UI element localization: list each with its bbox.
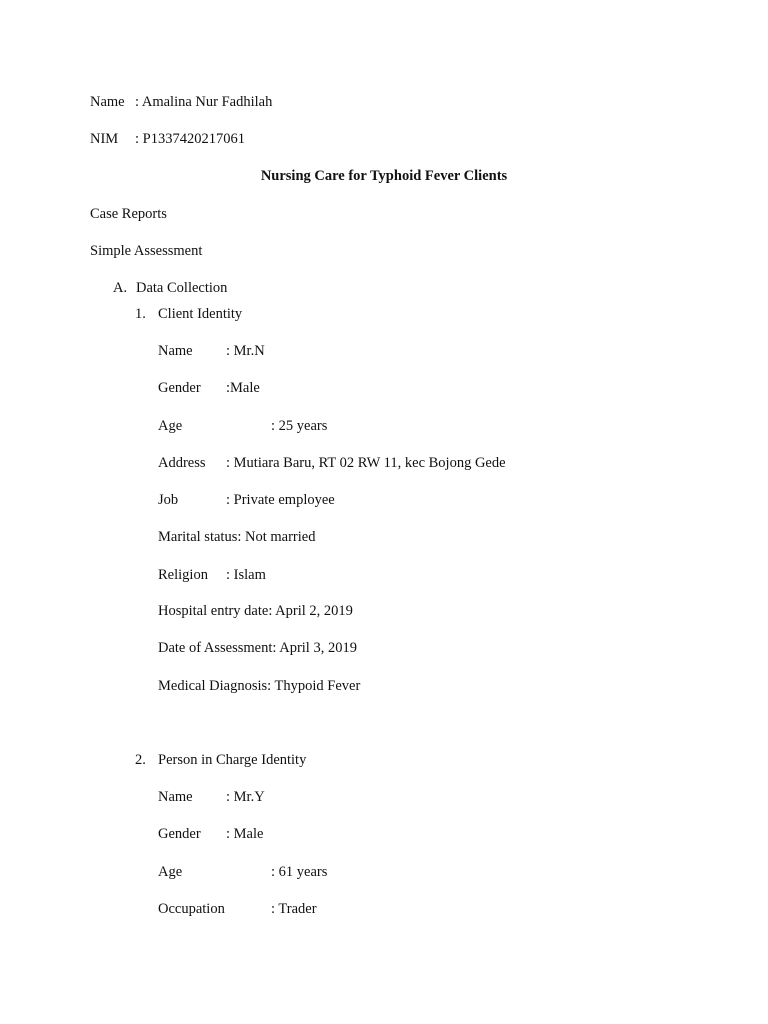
- client-name-value: : Mr.N: [226, 343, 265, 359]
- pic-name-value: : Mr.Y: [226, 789, 265, 805]
- document-title: Nursing Care for Typhoid Fever Clients: [260, 168, 508, 184]
- client-address-value: : Mutiara Baru, RT 02 RW 11, kec Bojong Gede: [226, 455, 506, 471]
- pic-occupation-label: Occupation: [158, 901, 225, 917]
- simple-assessment-heading: Simple Assessment: [90, 243, 203, 259]
- person-in-charge-label: Person in Charge Identity: [158, 752, 307, 768]
- client-religion-value: : Islam: [226, 567, 266, 583]
- client-medical-diagnosis: Medical Diagnosis: Thypoid Fever: [158, 678, 361, 694]
- client-job-value: : Private employee: [226, 492, 335, 508]
- client-gender-value: :Male: [226, 380, 260, 396]
- person-in-charge-marker: 2.: [135, 752, 146, 768]
- pic-name-label: Name: [158, 789, 193, 805]
- client-name-label: Name: [158, 343, 193, 359]
- student-name-label: Name: [90, 94, 125, 110]
- client-job-label: Job: [158, 492, 179, 508]
- section-a-marker: A.: [113, 280, 128, 296]
- student-name-value: : Amalina Nur Fadhilah: [135, 94, 273, 110]
- client-age-value: : 25 years: [271, 418, 328, 434]
- student-nim-value: : P1337420217061: [135, 131, 245, 147]
- student-nim-label: NIM: [90, 131, 119, 147]
- pic-occupation-row: [158, 900, 317, 954]
- client-identity-marker: 1.: [135, 306, 146, 322]
- pic-age-value: : 61 years: [271, 864, 328, 880]
- pic-age-label: Age: [158, 864, 183, 880]
- section-a-label: Data Collection: [136, 280, 228, 296]
- client-age-label: Age: [158, 418, 183, 434]
- client-address-label: Address: [158, 455, 206, 471]
- pic-gender-label: Gender: [158, 826, 201, 842]
- client-gender-label: Gender: [158, 380, 201, 396]
- case-reports-heading: Case Reports: [90, 206, 167, 222]
- client-marital-status: Marital status: Not married: [158, 529, 316, 545]
- pic-occupation-value: : Trader: [271, 901, 317, 917]
- client-assessment-date: Date of Assessment: April 3, 2019: [158, 640, 357, 656]
- client-religion-label: Religion: [158, 567, 208, 583]
- pic-gender-value: : Male: [226, 826, 264, 842]
- client-hospital-entry-date: Hospital entry date: April 2, 2019: [158, 603, 353, 619]
- client-identity-label: Client Identity: [158, 306, 243, 322]
